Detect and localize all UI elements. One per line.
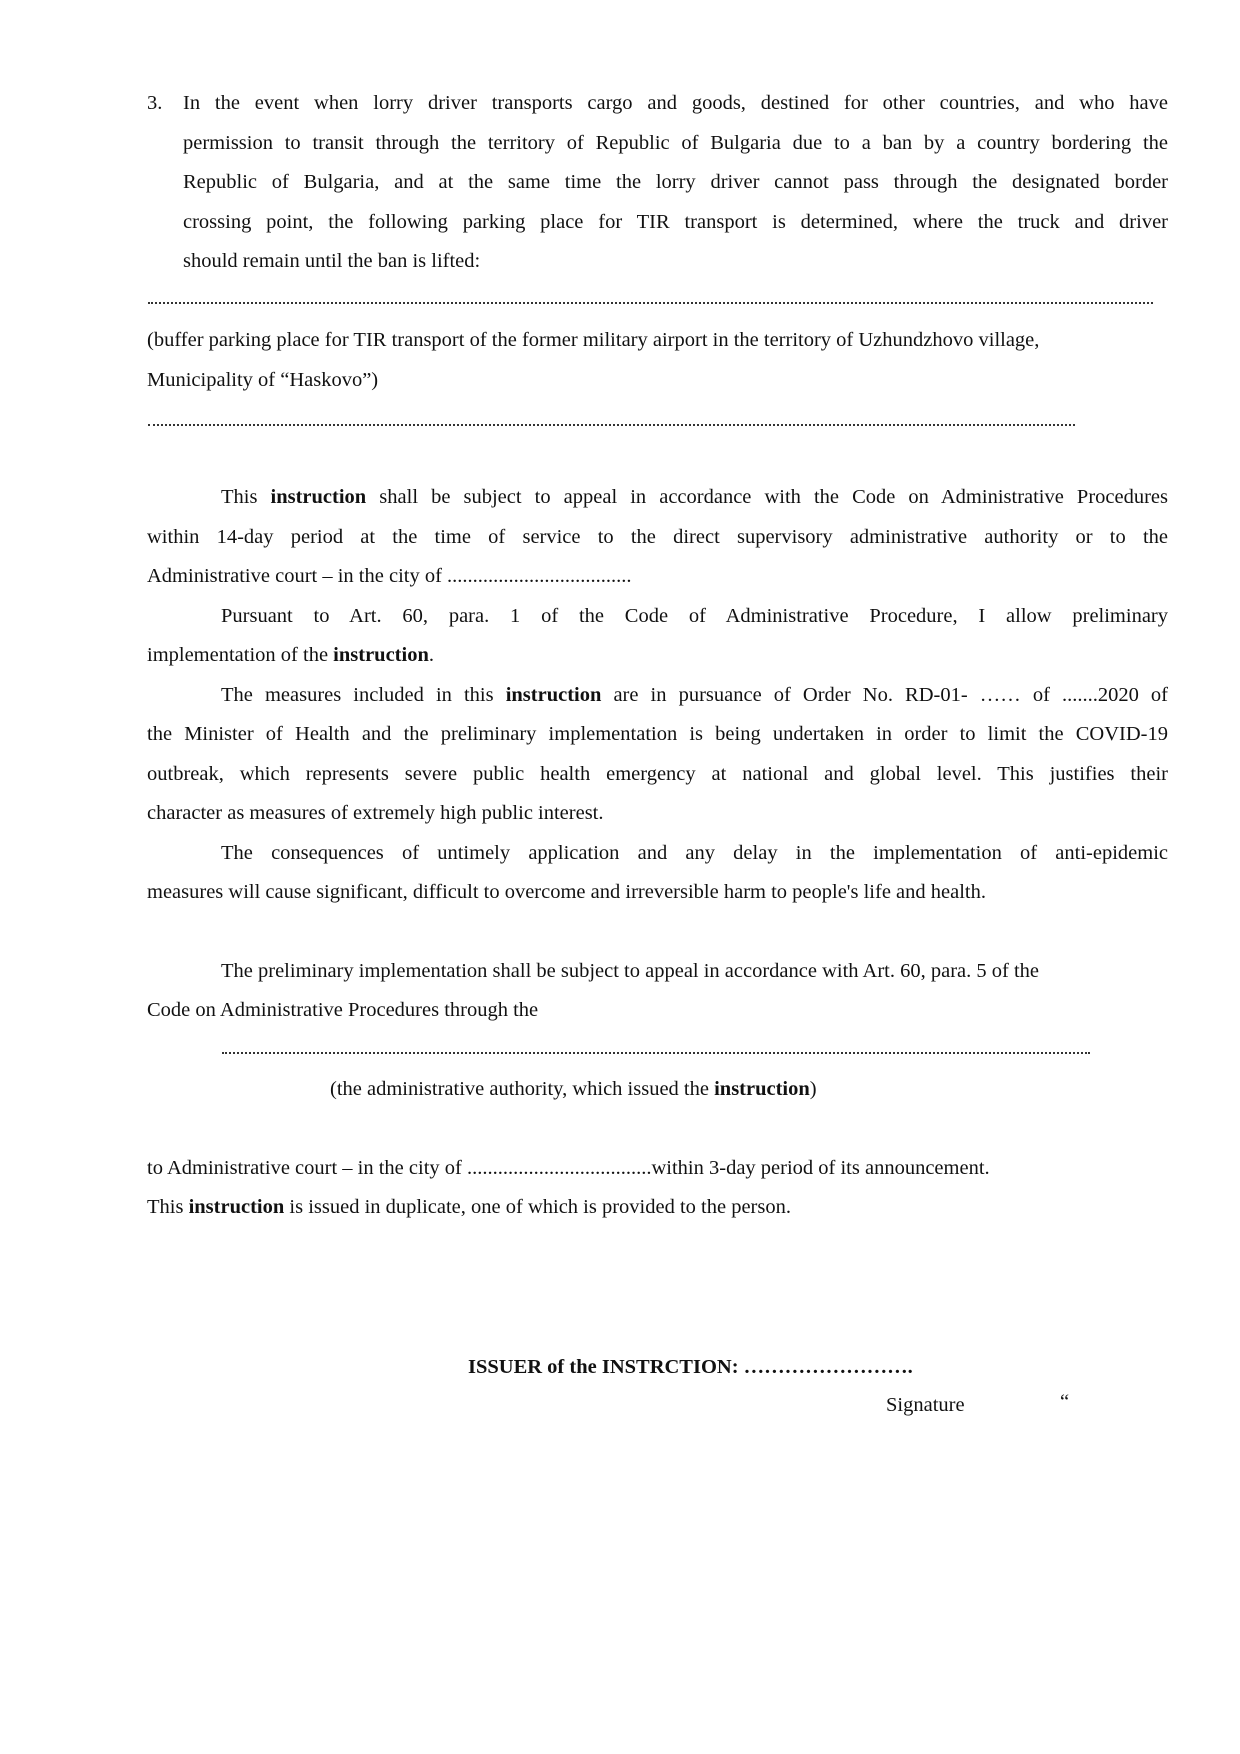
consequences-line-2: measures will cause significant, difficult to overcome and irreversible harm to people's life and health. [147, 881, 986, 903]
parking-note-line-1: (buffer parking place for TIR transport of the former military airport in the territory of Uzhundzhovo village, [147, 329, 1040, 351]
measures-line-1 [221, 683, 1168, 707]
court-line: to Administrative court – in the city of ....................................within 3-day period of its announcement. [147, 1157, 990, 1179]
item3-line-1: In the event when lorry driver transports cargo and goods, destined for other countries, and who have [183, 92, 1168, 114]
fill-in-dotted-line [148, 424, 1075, 426]
pursuant-text: implementation of the [147, 644, 329, 666]
closing-paren: ) [809, 1078, 817, 1100]
parking-note-line-2: Municipality of “Haskovo”) [147, 369, 379, 391]
appeal-line-2: within 14-day period at the time of service to the direct supervisory administrative authority or to the [147, 526, 1168, 548]
measures-line-4: character as measures of extremely high public interest. [147, 802, 604, 824]
keyword-instruction: instruction [333, 644, 429, 666]
measures-pre: The measures included in this [221, 684, 494, 706]
period: . [428, 644, 434, 666]
item3-line-3: Republic of Bulgaria, and at the same time the lorry driver cannot pass through the designated border [183, 171, 1168, 193]
issuer-line: ISSUER of the INSTRCTION: ……………………. [468, 1356, 913, 1378]
fill-in-dotted-line [222, 1052, 1090, 1054]
duplicate-pre: This [147, 1196, 184, 1218]
keyword-instruction: instruction [188, 1196, 285, 1218]
consequences-line-1: The consequences of untimely application and any delay in the implementation of anti-epidemic [221, 842, 1168, 864]
item3-line-4: crossing point, the following parking place for TIR transport is determined, where the truck and driver [183, 211, 1168, 233]
signature-label: Signature [886, 1394, 965, 1416]
preliminary-line-1: The preliminary implementation shall be subject to appeal in accordance with Art. 60, para. 5 of the [221, 960, 1040, 982]
appeal-line-3: Administrative court – in the city of .................................... [147, 565, 632, 587]
keyword-instruction: instruction [714, 1078, 810, 1100]
preliminary-line-2: Code on Administrative Procedures through the [147, 999, 539, 1021]
pursuant-line-2 [147, 643, 434, 667]
keyword-instruction: instruction [270, 486, 367, 508]
appeal-line-1 [221, 485, 1168, 509]
measures-post: are in pursuance of Order No. RD-01- …… of .......2020 of [613, 684, 1168, 706]
appeal-rest: shall be subject to appeal in accordance with the Code on Administrative Procedures [379, 486, 1169, 508]
item3-line-5: should remain until the ban is lifted: [183, 250, 481, 272]
keyword-instruction: instruction [505, 684, 602, 706]
item3-line-2: permission to transit through the territory of Republic of Bulgaria due to a ban by a country bordering the [183, 132, 1168, 154]
authority-caption [330, 1077, 817, 1101]
authority-text: (the administrative authority, which issued the [330, 1078, 709, 1100]
duplicate-post: is issued in duplicate, one of which is provided to the person. [289, 1196, 791, 1218]
measures-line-3: outbreak, which represents severe public health emergency at national and global level. This justifies their [147, 763, 1168, 785]
item-number: 3. [147, 92, 163, 114]
measures-line-2: the Minister of Health and the preliminary implementation is being undertaken in order to limit the COVID-19 [147, 723, 1168, 745]
duplicate-line [147, 1195, 791, 1219]
appeal-this: This [221, 486, 258, 508]
fill-in-dotted-line [148, 302, 1153, 304]
pursuant-line-1: Pursuant to Art. 60, para. 1 of the Code of Administrative Procedure, I allow preliminary [221, 605, 1168, 627]
signature-mark: “ [1060, 1391, 1070, 1413]
